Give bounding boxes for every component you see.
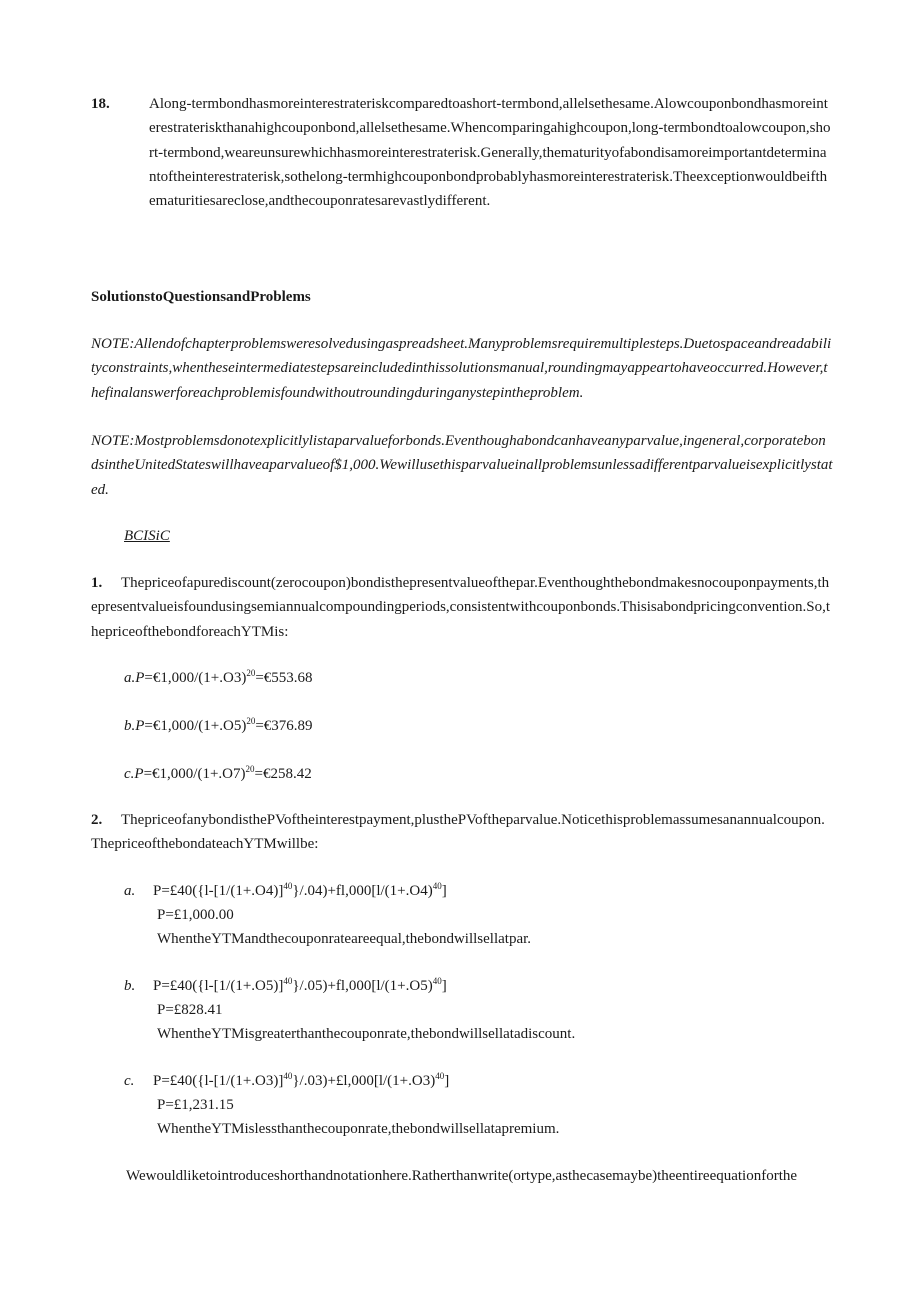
equation-formula: =€1,000/(1+.O3) [144,670,247,686]
equation-result: =€376.89 [255,718,313,734]
problem-1-equation-c [124,762,312,786]
equation-formula: =€1,000/(1+.O5) [144,718,247,734]
equation-label: b. [124,718,136,734]
equation-result: =€258.42 [254,766,312,782]
bond-price-note: WhentheYTMisgreaterthanthecouponrate,thebondwillsellatadiscount. [157,1026,576,1042]
bond-price-formula: $P=£40(\{l-[1/(1+.O4)]^{40}\}/.04)+fl,000[l/(1+.O4)^{40}]$ [153,881,447,899]
part-label: c. [124,1073,135,1089]
equation-result: =€553.68 [255,670,313,686]
section-heading: SolutionstoQuestionsandProblems [91,289,311,305]
problem-1-text [91,571,833,644]
equation-exponent: 20 [246,668,256,678]
problem-2-text [91,808,833,857]
equation-label: a. [124,670,136,686]
equation-variable: P [134,766,144,782]
note-par-value: NOTE:Mostproblemsdonotexplicitlylistaparvalueforbonds.Eventhoughabondcanhaveanyparvalue,ingeneral,corporatebondsintheUnitedStateswillhaveaparvalueof$1,000.Wewillusethisparvalueinallproblemsunlessadifferentparvalueisexplicitlystated. [91,433,833,498]
part-label: a. [124,883,136,899]
equation-exponent: 20 [245,764,255,774]
problem-2-body: ThepriceofanybondisthePVoftheinterestpayment,plusthePVoftheparvalue.Noticethisproblemassumesanannualcoupon.ThepriceofthebondateachYTMwillbe: [91,812,825,853]
problem-1-equation-b [124,714,313,738]
equation-variable: P [135,670,145,686]
part-label: b. [124,978,136,994]
bond-price-formula: $P=£40(\{l-[1/(1+.O5)]^{40}\}/.05)+fl,000[l/(1+.O5)^{40}]$ [153,976,447,994]
bond-price-note: WhentheYTMandthecouponrateareequal,thebondwillsellatpar. [157,931,532,947]
note-spreadsheet: NOTE:Allendofchapterproblemsweresolvedusingaspreadsheet.Manyproblemsrequiremultiplesteps.Duetospaceandreadabilityconstraints,whentheseintermediatestepsareincludedinthissolutionsmanual,roundingmayappeartohaveoccurred.However,thefinalanswerforeachproblemisfoundwithoutroundingduringanystepintheproblem. [91,336,832,401]
problem-1-number: 1. [91,575,103,591]
bond-price-result: P=£1,000.00 [157,907,234,923]
shorthand-notation-text: Wewouldliketointroduceshorthandnotationhere.Ratherthanwrite(ortype,asthecasemaybe)theentireequationforthe [126,1168,798,1184]
equation-formula: =€1,000/(1+.O7) [143,766,246,782]
bond-price-formula: $P=£40(\{l-[1/(1+.O3)]^{40}\}/.03)+£l,000[l/(1+.O3)^{40}]$ [153,1071,450,1089]
problem-1-equation-a [124,666,313,690]
equation-exponent: 20 [246,716,256,726]
question-number-18: 18. [91,96,110,112]
bond-price-result: P=£1,231.15 [157,1097,234,1113]
bond-price-result: P=£828.41 [157,1002,223,1018]
bond-price-note: WhentheYTMislessthanthecouponrate,thebondwillsellatapremium. [157,1121,560,1137]
bcisic-label: BCISiC [124,528,170,544]
question-18-answer: Along-termbondhasmoreinterestrateriskcomparedtoashort-termbond,allelsethesame.Alowcouponbondhasmoreinterestrateriskthanahighcouponbond,allelsethesame.Whencomparingahighcoupon,long-termbondtoalowcoupon,short-termbond,weareunsurewhichhasmoreinterestraterisk.Generally,thematurityofabondisamoreimportantdeterminantoftheinterestraterisk,sothelong-termhighcouponbondprobablyhasmoreinterestraterisk.Theexceptionwouldbeifthematuritiesareclose,andthecouponratesarevastlydifferent. [149,96,831,210]
problem-1-body: Thepriceofapurediscount(zerocoupon)bondisthepresentvalueofthepar.Eventhoughthebondmakesnocouponpayments,thepresentvalueisfoundusingsemiannualcompoundingperiods,consistentwithcouponbonds.Thisisabondpricingconvention.So,thepriceofthebondforeachYTMis: [91,575,831,640]
equation-variable: P [135,718,145,734]
equation-label: c. [124,766,135,782]
problem-2-number: 2. [91,812,103,828]
